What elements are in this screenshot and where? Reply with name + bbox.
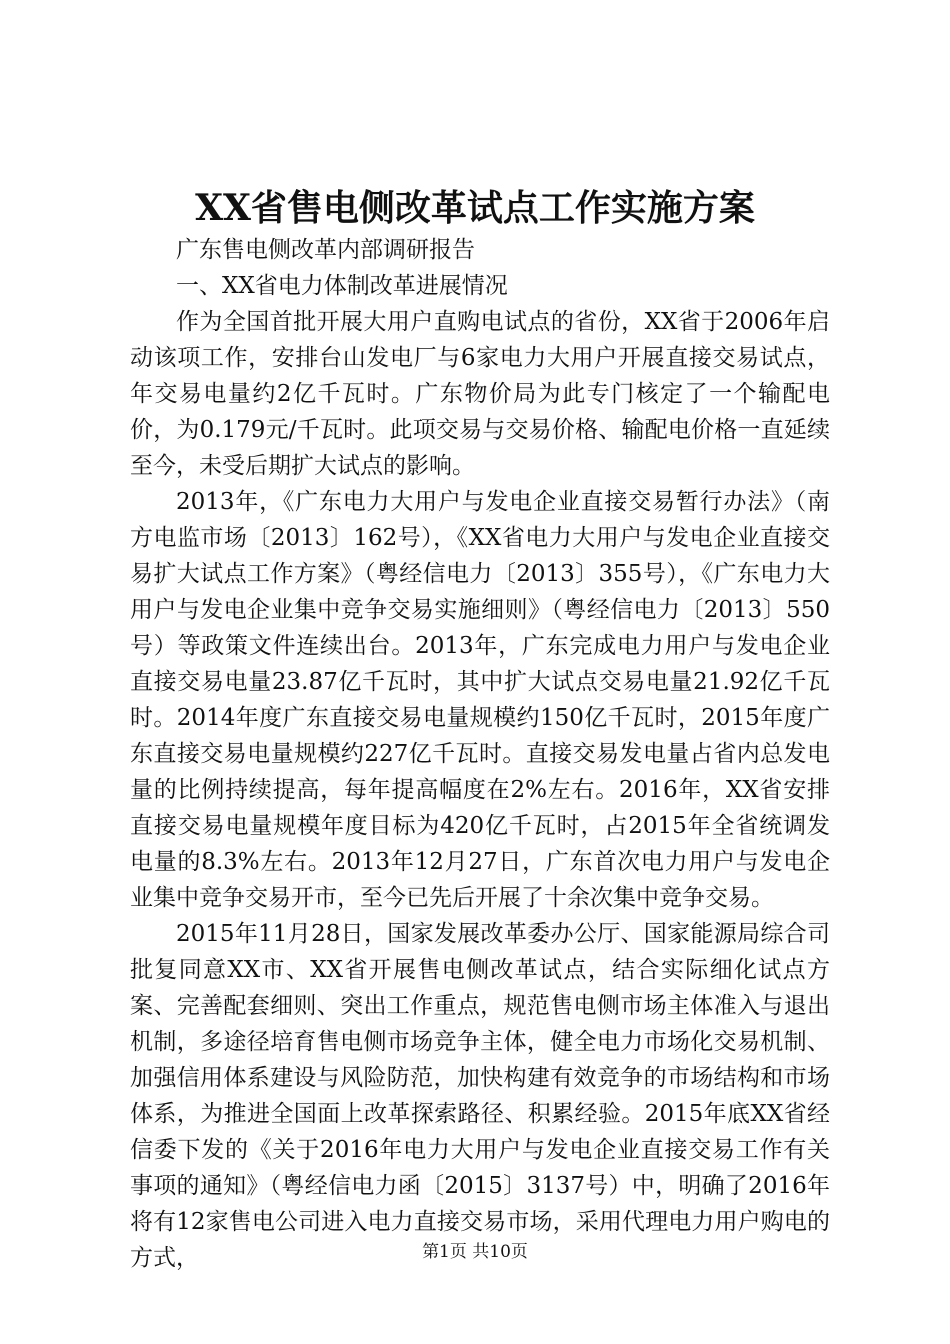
paragraph: 作为全国首批开展大用户直购电试点的省份，XX省于2006年启动该项工作，安排台山发电厂与6家电力大用户开展直接交易试点，年交易电量约2亿千瓦时。广东物价局为此专门核定了一个输配电价，为0.179元/千瓦时。此项交易与交易价格、输配电价格一直延续至今，未受后期扩大试点的影响。 <box>130 309 830 479</box>
document-title: XX省售电侧改革试点工作实施方案 <box>195 187 755 229</box>
paragraph: 2013年，《广东电力大用户与发电企业直接交易暂行办法》（南方电监市场〔2013〕162号），《XX省电力大用户与发电企业直接交易扩大试点工作方案》（粤经信电力〔2013〕355号），《广东电力大用户与发电企业集中竞争交易实施细则》（粤经信电力〔2013〕550号）等政策文件连续出台。2013年，广东完成电力用户与发电企业直接交易电量23.87亿千瓦时，其中扩大试点交易电量21.92亿千瓦时。2014年度广东直接交易电量规模约150亿千瓦时，2015年度广东直接交易电量规模约227亿千瓦时。直接交易发电量占省内总发电量的比例持续提高，每年提高幅度在2%左右。2016年，XX省安排直接交易电量规模年度目标为420亿千瓦时，占2015年全省统调发电量的8.3%左右。2013年12月27日，广东首次电力用户与发电企业集中竞争交易开市，至今已先后开展了十余次集中竞争交易。 <box>130 489 830 911</box>
document-body <box>130 232 830 1276</box>
page-footer: 第1页 共10页 <box>422 1242 528 1262</box>
paragraph: 2015年11月28日，国家发展改革委办公厅、国家能源局综合司批复同意XX市、XX省开展售电侧改革试点，结合实际细化试点方案、完善配套细则、突出工作重点，规范售电侧市场主体准入与退出机制，多途径培育售电侧市场竞争主体，健全电力市场化交易机制、加强信用体系建设与风险防范，加快构建有效竞争的市场结构和市场体系，为推进全国面上改革探索路径、积累经验。2015年底XX省经信委下发的《关于2016年电力大用户与发电企业直接交易工作有关事项的通知》（粤经信电力函〔2015〕3137号）中，明确了2016年将有12家售电公司进入电力直接交易市场，采用代理电力用户购电的方式， <box>130 921 831 1271</box>
section-heading: 一、XX省电力体制改革进展情况 <box>176 273 508 299</box>
report-subtitle: 广东售电侧改革内部调研报告 <box>176 237 475 263</box>
